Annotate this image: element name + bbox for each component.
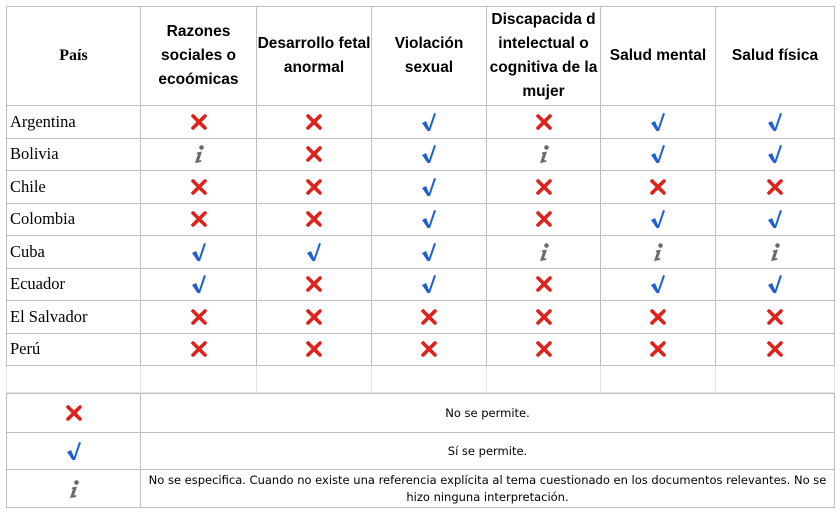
legend-row bbox=[7, 470, 835, 508]
legend-table bbox=[6, 393, 835, 508]
status-cell bbox=[257, 138, 372, 171]
country-name: Colombia bbox=[7, 203, 141, 236]
red-x-icon bbox=[647, 176, 669, 198]
red-x-icon bbox=[303, 208, 325, 230]
blue-check-icon bbox=[418, 143, 440, 165]
country-name: Argentina bbox=[7, 106, 141, 139]
red-x-icon bbox=[303, 338, 325, 360]
blue-check-icon bbox=[764, 143, 786, 165]
red-x-icon bbox=[647, 306, 669, 328]
table-row bbox=[7, 333, 835, 366]
status-cell bbox=[141, 138, 257, 171]
status-cell bbox=[601, 301, 716, 334]
blue-check-icon bbox=[647, 111, 669, 133]
red-x-icon bbox=[418, 306, 440, 328]
country-name: Ecuador bbox=[7, 268, 141, 301]
status-cell bbox=[716, 171, 835, 204]
status-cell bbox=[257, 171, 372, 204]
legend-symbol bbox=[7, 433, 141, 470]
info-italic-icon bbox=[533, 241, 555, 263]
status-cell bbox=[716, 236, 835, 269]
status-cell bbox=[372, 333, 487, 366]
status-cell bbox=[141, 268, 257, 301]
status-cell bbox=[716, 203, 835, 236]
header-mental-health: Salud mental bbox=[601, 7, 716, 106]
legend-text: No se permite. bbox=[141, 394, 835, 433]
blue-check-icon bbox=[764, 273, 786, 295]
status-cell bbox=[601, 333, 716, 366]
status-cell bbox=[487, 268, 601, 301]
status-cell bbox=[372, 138, 487, 171]
red-x-icon bbox=[188, 306, 210, 328]
blue-check-icon bbox=[647, 273, 669, 295]
country-name: Cuba bbox=[7, 236, 141, 269]
red-x-icon bbox=[303, 273, 325, 295]
info-italic-icon bbox=[63, 478, 85, 500]
country-name: El Salvador bbox=[7, 301, 141, 334]
table-row bbox=[7, 236, 835, 269]
header-rape: Violación sexual bbox=[372, 7, 487, 106]
document bbox=[6, 6, 834, 508]
status-cell bbox=[257, 236, 372, 269]
red-x-icon bbox=[533, 111, 555, 133]
red-x-icon bbox=[533, 273, 555, 295]
status-cell bbox=[257, 268, 372, 301]
status-cell bbox=[141, 301, 257, 334]
empty-cell bbox=[372, 366, 487, 393]
blue-check-icon bbox=[647, 143, 669, 165]
blue-check-icon bbox=[188, 273, 210, 295]
country-name: Perú bbox=[7, 333, 141, 366]
red-x-icon bbox=[764, 338, 786, 360]
info-italic-icon bbox=[188, 143, 210, 165]
blue-check-icon bbox=[764, 111, 786, 133]
red-x-icon bbox=[188, 111, 210, 133]
status-cell bbox=[716, 268, 835, 301]
legend-row bbox=[7, 433, 835, 470]
status-cell bbox=[372, 106, 487, 139]
red-x-icon bbox=[188, 176, 210, 198]
header-row bbox=[7, 7, 835, 106]
status-cell bbox=[257, 203, 372, 236]
status-cell bbox=[716, 301, 835, 334]
status-cell bbox=[487, 333, 601, 366]
red-x-icon bbox=[647, 338, 669, 360]
header-fetal-development: Desarrollo fetal anormal bbox=[257, 7, 372, 106]
status-cell bbox=[601, 138, 716, 171]
table-row bbox=[7, 203, 835, 236]
red-x-icon bbox=[303, 111, 325, 133]
legend-symbol bbox=[7, 470, 141, 508]
status-cell bbox=[141, 171, 257, 204]
country-name: Chile bbox=[7, 171, 141, 204]
empty-cell bbox=[601, 366, 716, 393]
status-cell bbox=[601, 106, 716, 139]
status-cell bbox=[716, 106, 835, 139]
red-x-icon bbox=[533, 306, 555, 328]
status-cell bbox=[487, 106, 601, 139]
red-x-icon bbox=[188, 208, 210, 230]
red-x-icon bbox=[533, 208, 555, 230]
status-cell bbox=[601, 171, 716, 204]
status-cell bbox=[372, 301, 487, 334]
header-physical-health: Salud física bbox=[716, 7, 835, 106]
status-cell bbox=[372, 203, 487, 236]
status-cell bbox=[141, 106, 257, 139]
red-x-icon bbox=[63, 402, 85, 424]
red-x-icon bbox=[303, 143, 325, 165]
table-row bbox=[7, 171, 835, 204]
spacer-row bbox=[7, 366, 835, 393]
red-x-icon bbox=[188, 338, 210, 360]
status-cell bbox=[487, 138, 601, 171]
blue-check-icon bbox=[303, 241, 325, 263]
country-name: Bolivia bbox=[7, 138, 141, 171]
status-cell bbox=[257, 106, 372, 139]
legend-symbol bbox=[7, 394, 141, 433]
info-italic-icon bbox=[647, 241, 669, 263]
blue-check-icon bbox=[418, 208, 440, 230]
red-x-icon bbox=[764, 306, 786, 328]
status-cell bbox=[372, 171, 487, 204]
status-cell bbox=[487, 236, 601, 269]
red-x-icon bbox=[303, 176, 325, 198]
red-x-icon bbox=[533, 176, 555, 198]
header-social-economic: Razones sociales o ecoómicas bbox=[141, 7, 257, 106]
empty-cell bbox=[7, 366, 141, 393]
red-x-icon bbox=[418, 338, 440, 360]
blue-check-icon bbox=[418, 111, 440, 133]
status-cell bbox=[257, 301, 372, 334]
info-italic-icon bbox=[764, 241, 786, 263]
status-cell bbox=[716, 333, 835, 366]
status-cell bbox=[141, 236, 257, 269]
status-cell bbox=[257, 333, 372, 366]
blue-check-icon bbox=[764, 208, 786, 230]
empty-cell bbox=[487, 366, 601, 393]
red-x-icon bbox=[764, 176, 786, 198]
empty-cell bbox=[141, 366, 257, 393]
blue-check-icon bbox=[188, 241, 210, 263]
header-country: País bbox=[7, 7, 141, 106]
legend-text: No se especifica. Cuando no existe una referencia explícita al tema cuestionado en los documentos relevantes. No se hizo ninguna interpretación. bbox=[141, 470, 835, 508]
blue-check-icon bbox=[63, 440, 85, 462]
status-cell bbox=[487, 171, 601, 204]
empty-cell bbox=[257, 366, 372, 393]
legend-row bbox=[7, 394, 835, 433]
blue-check-icon bbox=[418, 241, 440, 263]
legend-text: Sí se permite. bbox=[141, 433, 835, 470]
table-row bbox=[7, 301, 835, 334]
status-cell bbox=[487, 203, 601, 236]
blue-check-icon bbox=[647, 208, 669, 230]
status-cell bbox=[716, 138, 835, 171]
header-intellectual-disability: Discapacida d intelectual o cognitiva de la mujer bbox=[487, 7, 601, 106]
status-cell bbox=[141, 333, 257, 366]
blue-check-icon bbox=[418, 176, 440, 198]
status-cell bbox=[487, 301, 601, 334]
info-italic-icon bbox=[533, 143, 555, 165]
status-cell bbox=[601, 268, 716, 301]
red-x-icon bbox=[533, 338, 555, 360]
empty-cell bbox=[716, 366, 835, 393]
table-row bbox=[7, 138, 835, 171]
status-cell bbox=[372, 236, 487, 269]
blue-check-icon bbox=[418, 273, 440, 295]
status-cell bbox=[141, 203, 257, 236]
red-x-icon bbox=[303, 306, 325, 328]
abortion-grounds-table bbox=[6, 6, 835, 393]
table-row bbox=[7, 268, 835, 301]
status-cell bbox=[601, 203, 716, 236]
table-row bbox=[7, 106, 835, 139]
status-cell bbox=[372, 268, 487, 301]
status-cell bbox=[601, 236, 716, 269]
